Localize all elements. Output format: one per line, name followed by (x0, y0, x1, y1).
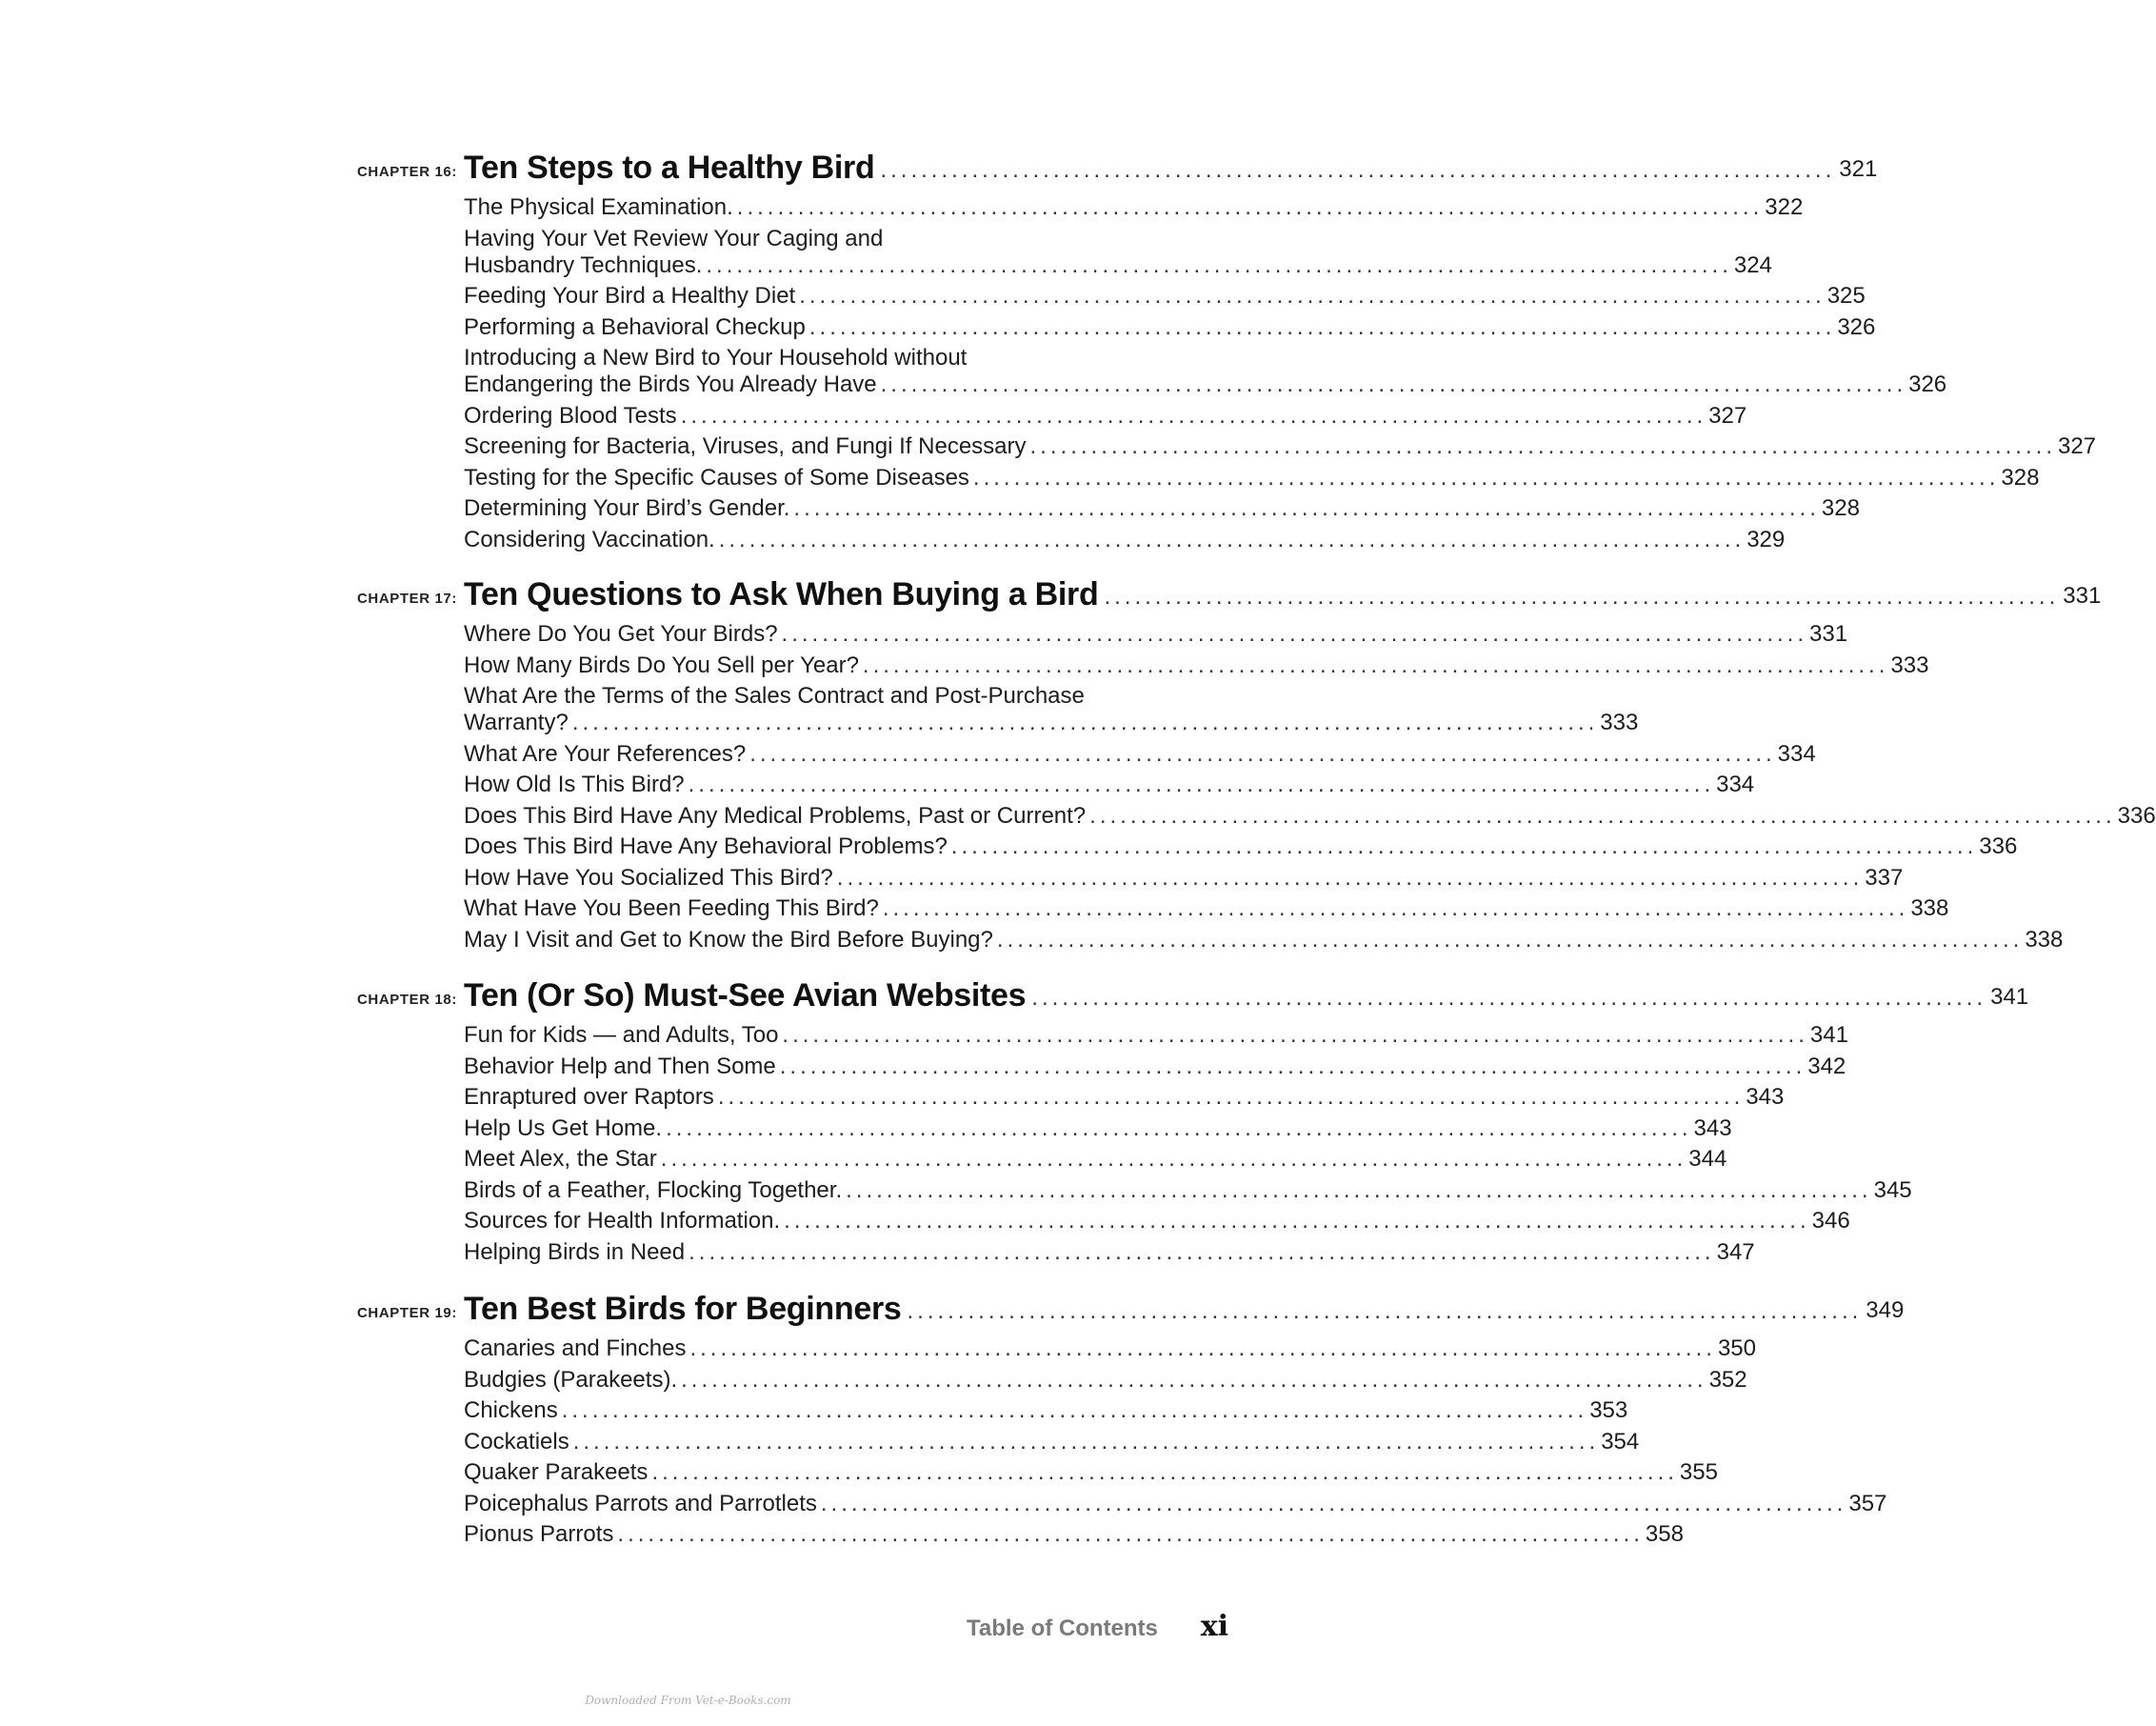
entry-page-number: 325 (1827, 283, 1866, 309)
entry-page-number: 358 (1645, 1521, 1684, 1547)
chapter-page-number: 321 (1839, 156, 1878, 182)
toc-entry[interactable] (464, 225, 1772, 279)
toc-entry[interactable] (464, 1084, 1785, 1111)
chapter-page-number: 341 (1990, 984, 2029, 1010)
entry-title: Budgies (Parakeets). (464, 1366, 678, 1393)
entry-page-number: 328 (1821, 495, 1860, 521)
dot-leader: ..................................................................................................... (781, 621, 1808, 647)
page-number: xi (1200, 1610, 1228, 1643)
toc-entry[interactable] (464, 772, 1755, 798)
toc-entry[interactable] (464, 1208, 1850, 1234)
entry-page-number: 343 (1693, 1114, 1732, 1141)
chapter-label: CHAPTER 16: (357, 164, 457, 180)
entry-title: Ordering Blood Tests (464, 402, 677, 429)
chapter-heading (357, 145, 1878, 189)
toc-entry[interactable] (464, 864, 1904, 892)
dot-leader: ..................................................................................................... (689, 1238, 1715, 1265)
entry-title: Quaker Parakeets (464, 1459, 649, 1485)
running-footer-title: Table of Contents (967, 1616, 1158, 1641)
entry-title: Birds of a Feather, Flocking Together. (464, 1176, 843, 1203)
dot-leader: ..................................................................................................... (846, 1176, 1872, 1203)
toc-entry[interactable] (464, 495, 1860, 522)
dot-leader: ..................................................................................................... (996, 926, 2024, 953)
chapter-heading (357, 973, 2029, 1016)
entry-title: Sources for Health Information. (464, 1208, 781, 1234)
entry-list (464, 621, 2156, 953)
entry-page-number: 329 (1747, 526, 1786, 552)
entry-page-number: 326 (1837, 313, 1876, 340)
entry-page-number: 354 (1601, 1428, 1640, 1455)
toc-entry[interactable] (464, 833, 2018, 860)
entry-page-number: 334 (1716, 772, 1755, 797)
dot-leader: ..................................................................................................... (862, 652, 1889, 678)
chapter-17-block (357, 572, 2156, 957)
entry-title: Helping Birds in Need (464, 1238, 686, 1265)
dot-leader: ..................................................................................................... (571, 710, 1599, 735)
chapter-title-row (464, 572, 2102, 613)
dot-leader: ..................................................................................................... (689, 1335, 1716, 1361)
entry-title: What Have You Been Feeding This Bird? (464, 895, 879, 921)
toc-entry[interactable] (464, 313, 1876, 341)
dot-leader: ..................................................................................................... (617, 1521, 1644, 1547)
entry-title: Feeding Your Bird a Healthy Diet (464, 283, 796, 309)
toc-entry[interactable] (464, 740, 1816, 768)
entry-list (464, 1022, 1912, 1266)
entry-page-number: 333 (1600, 710, 1639, 735)
entry-page-number: 333 (1890, 652, 1929, 678)
entry-page-number: 353 (1589, 1397, 1628, 1423)
entry-title: Husbandry Techniques. (464, 251, 703, 278)
entry-page-number: 350 (1717, 1335, 1756, 1361)
entry-page-number: 346 (1811, 1208, 1850, 1234)
entry-page-number: 355 (1679, 1459, 1718, 1485)
dot-leader: ..................................................................................................... (736, 194, 1764, 220)
toc-entry[interactable] (464, 1366, 1747, 1394)
toc-entry[interactable] (464, 1459, 1718, 1486)
chapter-heading (357, 572, 2102, 615)
entry-list (464, 194, 2097, 553)
toc-entry[interactable] (464, 621, 1848, 648)
dot-leader: ..................................................................................................... (882, 895, 1909, 921)
chapter-heading (357, 1286, 1905, 1330)
entry-page-number: 331 (1809, 621, 1848, 647)
entry-title-line1: Introducing a New Bird to Your Household without (464, 345, 968, 371)
chapter-page-number: 349 (1866, 1297, 1905, 1323)
entry-page-number: 328 (2001, 464, 2040, 491)
dot-leader: ..................................................................................................... (572, 1428, 1600, 1455)
toc-entry[interactable] (464, 1490, 1887, 1517)
chapter-title-row (464, 1286, 1905, 1328)
entry-title: Meet Alex, the Star (464, 1146, 657, 1172)
toc-entry[interactable] (464, 402, 1747, 430)
dot-leader: ..................................................................................................... (880, 371, 1907, 397)
entry-title: How Old Is This Bird? (464, 772, 685, 797)
dot-leader: ..................................................................................................... (681, 1366, 1707, 1393)
entry-page-number: 341 (1809, 1022, 1848, 1048)
entry-title: Screening for Bacteria, Viruses, and Fungi If Necessary (464, 433, 1027, 459)
chapter-title: Ten Questions to Ask When Buying a Bird (464, 576, 1099, 612)
entry-title: Warranty? (464, 710, 569, 735)
dot-leader: ..................................................................................................... (660, 1146, 1687, 1172)
chapter-label: CHAPTER 17: (357, 591, 457, 607)
dot-leader: ..................................................................................................... (1089, 802, 2116, 829)
toc-entry[interactable] (464, 1238, 1755, 1266)
entry-page-number: 326 (1908, 371, 1947, 397)
chapter-16-block (357, 145, 2097, 557)
toc-entry[interactable] (464, 194, 1804, 221)
dot-leader: ..................................................................................................... (666, 1114, 1692, 1141)
entry-page-number: 338 (1910, 895, 1949, 921)
dot-leader: ..................................................................................................... (793, 495, 1820, 521)
toc-entry[interactable] (464, 895, 1949, 922)
entry-page-number: 336 (1979, 833, 2018, 859)
entry-page-number: 347 (1716, 1238, 1755, 1265)
chapter-title-row (464, 973, 2029, 1014)
dot-leader: ..................................................................................................... (950, 833, 1978, 859)
toc-entry[interactable] (464, 802, 2156, 830)
toc-entry[interactable] (464, 345, 1947, 398)
entry-title: Does This Bird Have Any Behavioral Problems? (464, 833, 948, 859)
entry-title: Endangering the Birds You Already Have (464, 371, 877, 397)
toc-entry[interactable] (464, 1335, 1756, 1362)
toc-entry[interactable] (464, 526, 1786, 553)
entry-page-number: 344 (1688, 1146, 1727, 1172)
entry-title: How Have You Socialized This Bird? (464, 864, 833, 891)
entry-title: Canaries and Finches (464, 1335, 687, 1361)
dot-leader: ..................................................................................................... (561, 1397, 1588, 1423)
entry-page-number: 343 (1746, 1084, 1785, 1110)
dot-leader: ..................................................................................................... (820, 1490, 1847, 1516)
toc-entry[interactable] (464, 1521, 1684, 1548)
chapter-title: Ten Steps to a Healthy Bird (464, 150, 875, 186)
dot-leader: ..................................................................................................... (836, 864, 1864, 891)
dot-leader: .............................................................................................. (907, 1298, 1863, 1324)
entry-page-number: 327 (2057, 433, 2097, 459)
entry-title: Where Do You Get Your Birds? (464, 621, 778, 647)
dot-leader: ..................................................................................................... (706, 251, 1732, 278)
dot-leader: ..................................................................................................... (717, 1084, 1745, 1110)
toc-entry[interactable] (464, 683, 1639, 736)
chapter-page-number: 331 (2063, 583, 2102, 609)
toc-entry[interactable] (464, 1114, 1732, 1142)
dot-leader: ..................................................................................................... (718, 526, 1746, 552)
entry-title: How Many Birds Do You Sell per Year? (464, 652, 859, 678)
entry-title: Poicephalus Parrots and Parrotlets (464, 1490, 817, 1516)
entry-page-number: 352 (1708, 1366, 1747, 1393)
dot-leader: ..................................................................................................... (680, 402, 1707, 429)
dot-leader: ..................................................................................................... (651, 1459, 1678, 1485)
chapter-title: Ten Best Birds for Beginners (464, 1291, 902, 1327)
dot-leader: ..................................................................................................... (782, 1022, 1808, 1048)
entry-title: Testing for the Specific Causes of Some Diseases (464, 464, 969, 491)
toc-entry[interactable] (464, 1176, 1912, 1204)
entry-page-number: 336 (2117, 802, 2156, 829)
toc-entry[interactable] (464, 652, 1929, 679)
toc-entry[interactable] (464, 926, 2064, 953)
entry-title: Chickens (464, 1397, 558, 1423)
entry-page-number: 327 (1708, 402, 1747, 429)
entry-title: Performing a Behavioral Checkup (464, 313, 806, 340)
dot-leader: .............................................................................................. (1031, 985, 1987, 1011)
entry-title: The Physical Examination. (464, 194, 733, 220)
entry-page-number: 345 (1873, 1176, 1912, 1203)
entry-title: Behavior Help and Then Some (464, 1053, 776, 1079)
toc-entry[interactable] (464, 283, 1866, 310)
entry-title: Determining Your Bird’s Gender. (464, 495, 790, 521)
toc-entry[interactable] (464, 1428, 1640, 1455)
entry-title: Cockatiels (464, 1428, 569, 1455)
entry-page-number: 324 (1733, 251, 1772, 278)
dot-leader: ..................................................................................................... (688, 772, 1715, 797)
entry-title: Considering Vaccination. (464, 526, 715, 552)
entry-page-number: 322 (1765, 194, 1804, 220)
entry-title-line1: Having Your Vet Review Your Caging and (464, 225, 884, 251)
entry-title: What Are Your References? (464, 740, 747, 767)
chapter-18-block (357, 973, 2029, 1270)
entry-title-line1: What Are the Terms of the Sales Contract and Post-Purchase (464, 683, 1085, 709)
dot-leader: ..................................................................................................... (779, 1053, 1807, 1079)
entry-title: Help Us Get Home. (464, 1114, 663, 1141)
toc-entry[interactable] (464, 1146, 1727, 1173)
entry-page-number: 338 (2025, 926, 2064, 953)
chapter-19-block (357, 1286, 1905, 1553)
entry-list (464, 1335, 1887, 1548)
dot-leader: ..................................................................................................... (784, 1208, 1810, 1234)
dot-leader: ..................................................................................................... (799, 283, 1826, 309)
toc-entry[interactable] (464, 433, 2097, 460)
chapter-label: CHAPTER 18: (357, 992, 457, 1008)
dot-leader: ..................................................................................................... (808, 313, 1836, 340)
toc-entry[interactable] (464, 1397, 1628, 1424)
toc-entry[interactable] (464, 1022, 1848, 1049)
toc-entry[interactable] (464, 464, 2040, 492)
dot-leader: .............................................................................................. (880, 157, 1836, 183)
entry-title: Pionus Parrots (464, 1521, 614, 1547)
entry-title: Enraptured over Raptors (464, 1084, 714, 1110)
toc-entry[interactable] (464, 1053, 1847, 1080)
entry-page-number: 342 (1807, 1053, 1847, 1079)
entry-page-number: 337 (1865, 864, 1904, 891)
entry-title: Does This Bird Have Any Medical Problems, Past or Current? (464, 802, 1087, 829)
chapter-title: Ten (Or So) Must-See Avian Websites (464, 977, 1027, 1014)
dot-leader: ..................................................................................................... (1029, 433, 2056, 459)
dot-leader: ..................................................................................................... (749, 740, 1776, 767)
chapter-label: CHAPTER 19: (357, 1305, 457, 1321)
entry-title: Fun for Kids — and Adults, Too (464, 1022, 779, 1048)
entry-page-number: 357 (1848, 1490, 1887, 1516)
download-watermark: Downloaded From Vet-e-Books.com (585, 1694, 791, 1707)
entry-title: May I Visit and Get to Know the Bird Before Buying? (464, 926, 993, 953)
entry-page-number: 334 (1777, 740, 1816, 767)
dot-leader: ..................................................................................................... (972, 464, 2000, 491)
chapter-title-row (464, 145, 1878, 187)
dot-leader: .............................................................................................. (1104, 584, 2060, 610)
page-footer (962, 1610, 1228, 1648)
